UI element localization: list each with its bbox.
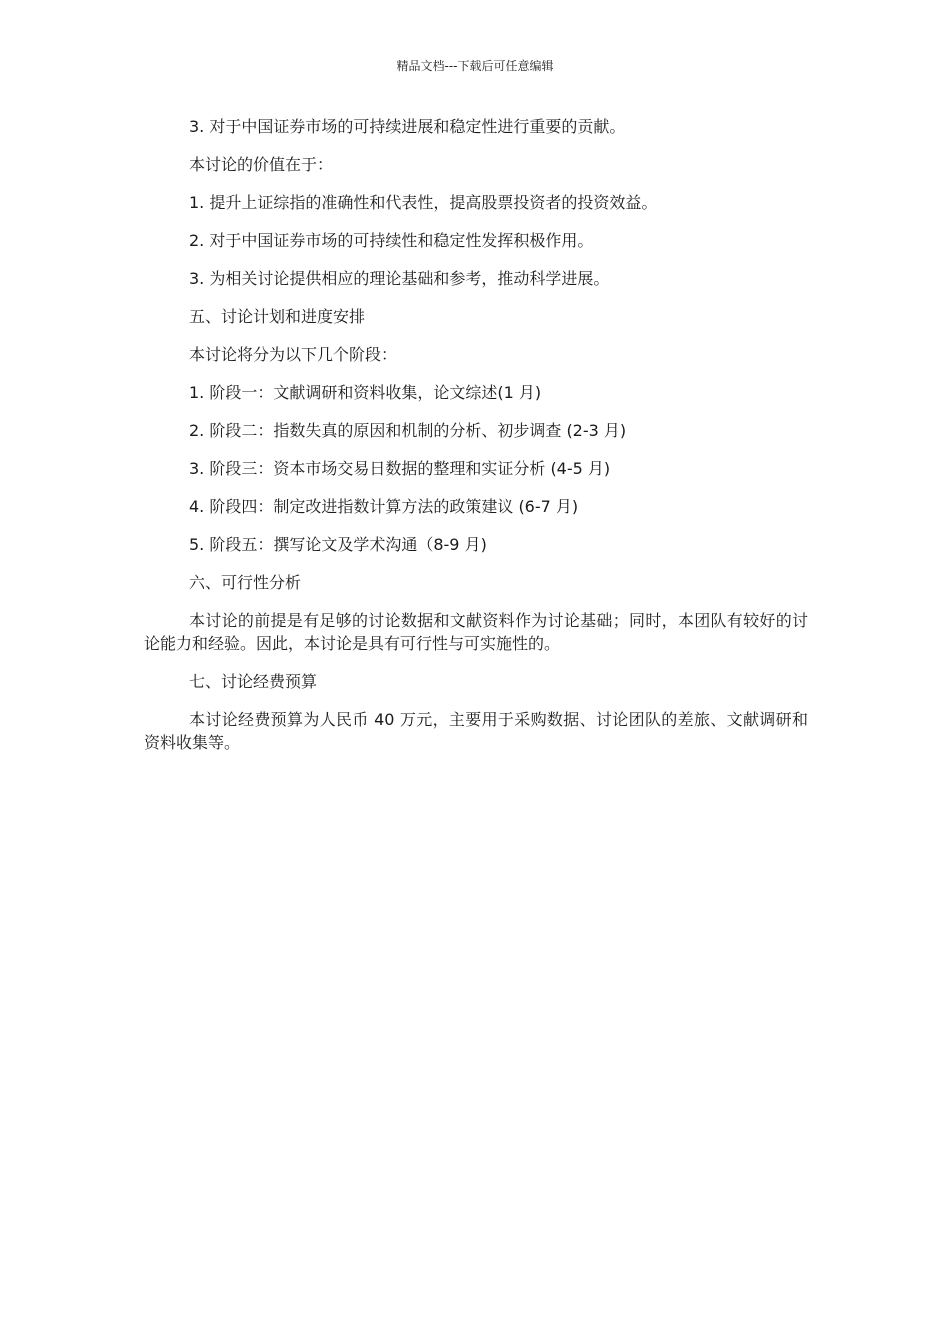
section-heading: 五、讨论计划和进度安排 (189, 307, 366, 326)
list-item: 3. 为相关讨论提供相应的理论基础和参考，推动科学进展。 (189, 269, 610, 288)
text-line: 本讨论的价值在于： (189, 155, 334, 174)
list-item: 2. 阶段二：指数失真的原因和机制的分析、初步调查 (2-3 月) (189, 421, 627, 440)
list-item: 3. 阶段三：资本市场交易日数据的整理和实证分析 (4-5 月) (189, 459, 611, 478)
section-heading: 七、讨论经费预算 (189, 672, 318, 691)
text-line: 本讨论将分为以下几个阶段： (189, 345, 398, 364)
page-header: 精品文档---下载后可任意编辑 (396, 59, 554, 73)
list-item: 5. 阶段五：撰写论文及学术沟通（8-9 月) (189, 535, 487, 554)
text-line: 3. 对于中国证券市场的可持续进展和稳定性进行重要的贡献。 (189, 117, 626, 136)
paragraph-feasibility: 本讨论的前提是有足够的讨论数据和文献资料作为讨论基础；同时，本团队有较好的讨论能力和经验。因此，本讨论是具有可行性与可实施性的。 (144, 611, 808, 653)
document-body (144, 115, 808, 769)
list-item: 4. 阶段四：制定改进指数计算方法的政策建议 (6-7 月) (189, 497, 579, 516)
list-item: 1. 提升上证综指的准确性和代表性，提高股票投资者的投资效益。 (189, 193, 658, 212)
section-heading: 六、可行性分析 (189, 573, 302, 592)
list-item: 2. 对于中国证券市场的可持续性和稳定性发挥积极作用。 (189, 231, 594, 250)
paragraph-budget: 本讨论经费预算为人民币 40 万元，主要用于采购数据、讨论团队的差旅、文献调研和资料收集等。 (144, 710, 808, 752)
list-item: 1. 阶段一：文献调研和资料收集，论文综述(1 月) (189, 383, 542, 402)
